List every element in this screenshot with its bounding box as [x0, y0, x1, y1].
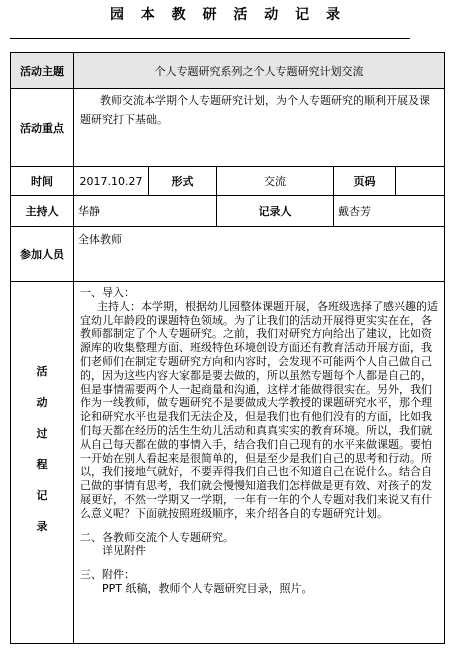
topic-label: 活动主题	[11, 53, 74, 89]
record-label-char-4: 程	[36, 458, 48, 471]
recorder-name: 戴杏芳	[338, 205, 371, 218]
spacer	[80, 558, 440, 568]
time-label: 时间	[11, 167, 74, 196]
section-3-items: PPT 纸稿，教师个人专题研究目录，照片。	[102, 581, 313, 595]
participants-label: 参加人员	[11, 227, 74, 282]
section-1-heading: 一、导入：	[80, 286, 135, 299]
recorder-value	[334, 196, 445, 227]
record-label-char-5: 记	[36, 489, 48, 502]
form-label: 形式	[149, 167, 217, 196]
topic-value: 个人专题研究系列之个人专题研究计划交流	[74, 53, 445, 89]
document-title: 园 本 教 研 活 动 记 录	[109, 7, 347, 23]
record-label-char-6: 录	[36, 520, 48, 533]
host-value	[74, 196, 217, 227]
section-2-heading: 二、各教师交流个人专题研究。	[80, 530, 234, 544]
record-label	[11, 282, 74, 644]
focus-value: 教师交流本学期个人专题研究计划，为个人专题研究的顺利开展及课题研究打下基础。	[74, 89, 445, 167]
host-name: 华静	[78, 205, 100, 218]
recorder-label: 记录人	[217, 196, 334, 227]
activity-record-table	[10, 52, 445, 644]
record-label-char-2: 动	[36, 396, 48, 409]
spacer	[80, 521, 440, 531]
focus-label: 活动重点	[11, 89, 74, 167]
section-1-paragraph: 主持人：本学期，根据幼儿园整体课题开展，各班级选择了感兴趣的适宜幼儿年龄段的课题特色领域。为了让我们的活动开展得更实实在在，各教师都制定了个人专题研究。之前，我们对研究方向给出了建议，比如资源库的收集整理方面、班级特色环境创设方面还有教育活动开展方面，我们老师们在制定专题研究方向和内容时，会发现不可能两个人自己做自己的，因为这些内容大家都是要去做的，所以虽然专题每个人都是自己的，但是事情需要两个人一起商量和沟通，这样才能做得很实在。另外，我们作为一线教师，做专题研究不是要做成大学教授的课题研究水平，那个理论和研究水平也是我们无法企及，但是我们也有他们没有的方面，比如我们每天都在经历的活生生幼儿活动和真真实实的教育环境。所以，我们就从自己每天都在做的事情入手，结合我们自己现有的水平来做课题。要怕一开始在别人看起来是很简单的，但是至少是我们自己的思考和行动。所以，我们接地气就好，不要弄得我们自己也不知道自己在说什么。结合自己做的事情有思考，我们就会慢慢知道我们怎样做是更有效、对孩子的发展更好，不然一学期又一学期，一年有一年的个人专题对我们来说又有什么意义呢？下面就按照班级顺序，来介绍各自的专题研究计划。	[80, 299, 438, 520]
record-label-char-3: 过	[36, 427, 48, 440]
page-label: 页码	[334, 167, 396, 196]
host-label: 主持人	[11, 196, 74, 227]
time-value: 2017.10.27	[74, 167, 149, 196]
section-3-heading: 三、附件：	[80, 568, 135, 582]
record-label-char-1: 活	[36, 365, 48, 378]
section-2-note: 详见附件	[102, 544, 146, 558]
title-underline	[10, 38, 410, 39]
page-value	[396, 167, 445, 196]
participants-value: 全体教师	[74, 227, 445, 282]
record-content	[74, 282, 445, 644]
form-value: 交流	[217, 167, 334, 196]
